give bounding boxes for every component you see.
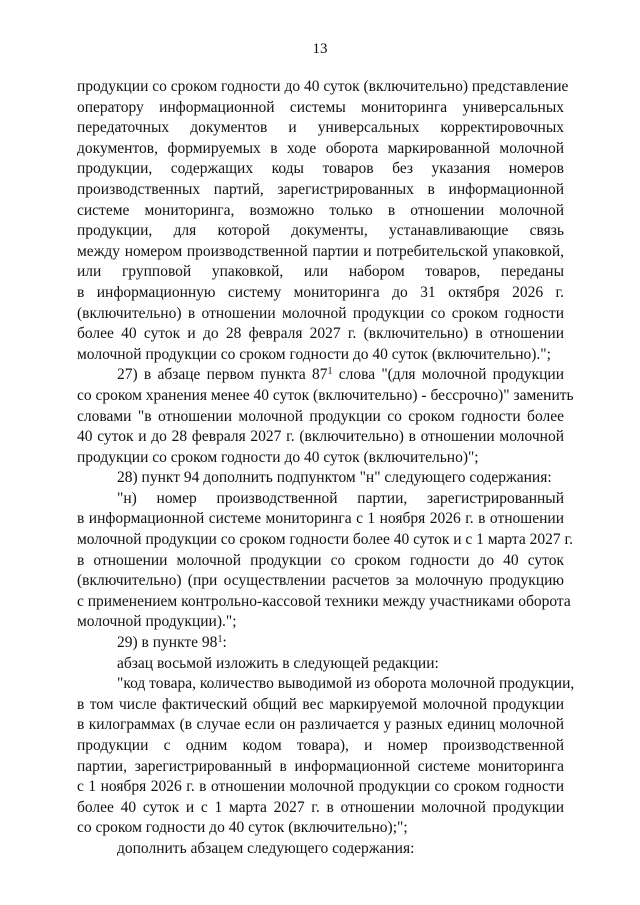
text-line: (включительно) (при осуществлении расчетов за молочную продукцию	[77, 572, 564, 590]
text-line: с 1 ноября 2026 г. в отношении молочной продукции со сроком годности	[77, 778, 564, 796]
page-number: 13	[312, 41, 328, 57]
text-line: с применением контрольно-кассовой техники между участниками оборота	[77, 592, 571, 610]
text-line: в том числе фактический общий вес маркируемой молочной продукции	[77, 695, 564, 713]
text-line: производственных партий, зарегистрированных в информационной	[77, 180, 564, 198]
text-line: 40 суток и до 28 февраля 2027 г. (включительно) в отношении молочной	[77, 428, 564, 446]
text-line: словами "в отношении молочной продукции со сроком годности более	[77, 407, 564, 425]
add-abzac-line: дополнить абзацем следующего содержания:	[117, 839, 415, 857]
text-line: в отношении молочной продукции со сроком годности до 40 суток	[77, 551, 564, 569]
text-line: или групповой упаковкой, или набором товаров, переданы	[77, 263, 564, 281]
text-line: продукции, для которой документы, устанавливающие связь	[77, 222, 564, 240]
text-line: продукции со сроком годности до 40 суток (включительно)";	[77, 448, 479, 466]
text-line: системе мониторинга, возможно только в отношении молочной	[77, 201, 564, 219]
text-line: продукции со сроком годности до 40 суток (включительно) представление	[77, 78, 569, 95]
text-line: молочной продукции со сроком годности более 40 суток и с 1 марта 2027 г.	[77, 531, 573, 549]
text-line: передаточных документов и универсальных корректировочных	[77, 119, 564, 137]
text-line: молочной продукции со сроком годности до 40 суток (включительно).";	[77, 345, 551, 363]
text-line: документов, формируемых в ходе оборота маркированной молочной	[77, 139, 564, 157]
text-line: между номером производственной партии и потребительской упаковкой,	[77, 242, 564, 260]
document-body	[77, 77, 575, 860]
text-line: со сроком годности до 40 суток (включительно);";	[77, 819, 408, 837]
item-27-first-line	[77, 365, 564, 386]
item-28-line: 28) пункт 94 дополнить подпунктом "н" следующего содержания:	[117, 469, 552, 487]
superscript: 1	[327, 366, 333, 378]
abzac-8-line: абзац восьмой изложить в следующей редакции:	[117, 654, 439, 672]
text-line: в килограммах (в случае если он различается у разных единиц молочной	[77, 716, 564, 734]
text-line: более 40 суток и с 1 марта 2027 г. в отношении молочной продукции	[77, 798, 564, 816]
subitem-n-first-line: "н) номер производственной партии, зарегистрированный	[117, 489, 564, 507]
text-line: продукции с одним кодом товара), и номер производственной	[77, 737, 564, 754]
quote-first-line: "код товара, количество выводимой из оборота молочной продукции,	[117, 675, 575, 693]
text-line: молочной продукции).";	[77, 613, 237, 631]
text-line: (включительно) в отношении молочной продукции со сроком годности	[77, 304, 564, 322]
text-line: со сроком хранения менее 40 суток (включительно) - бессрочно)" заменить	[77, 386, 574, 404]
text-line: более 40 суток и до 28 февраля 2027 г. (включительно) в отношении	[77, 325, 564, 343]
text-line: в информационную систему мониторинга до 31 октября 2026 г.	[77, 283, 564, 301]
text-line: партии, зарегистрированный в информационной системе мониторинга	[77, 757, 564, 775]
text-fragment: 29) в пункте 98	[117, 634, 218, 652]
text-line: в информационной системе мониторинга с 1 ноября 2026 г. в отношении	[77, 510, 564, 528]
superscript: 1	[217, 634, 223, 646]
text-fragment: 27) в абзаце первом пункта 87	[117, 366, 328, 384]
text-fragment: слова "(для молочной продукции	[332, 366, 564, 384]
text-line: продукции, содержащих коды товаров без указания номеров	[77, 160, 564, 178]
item-29-line	[77, 633, 564, 654]
text-fragment: :	[222, 634, 227, 652]
text-line: оператору информационной системы мониторинга универсальных	[77, 98, 564, 116]
